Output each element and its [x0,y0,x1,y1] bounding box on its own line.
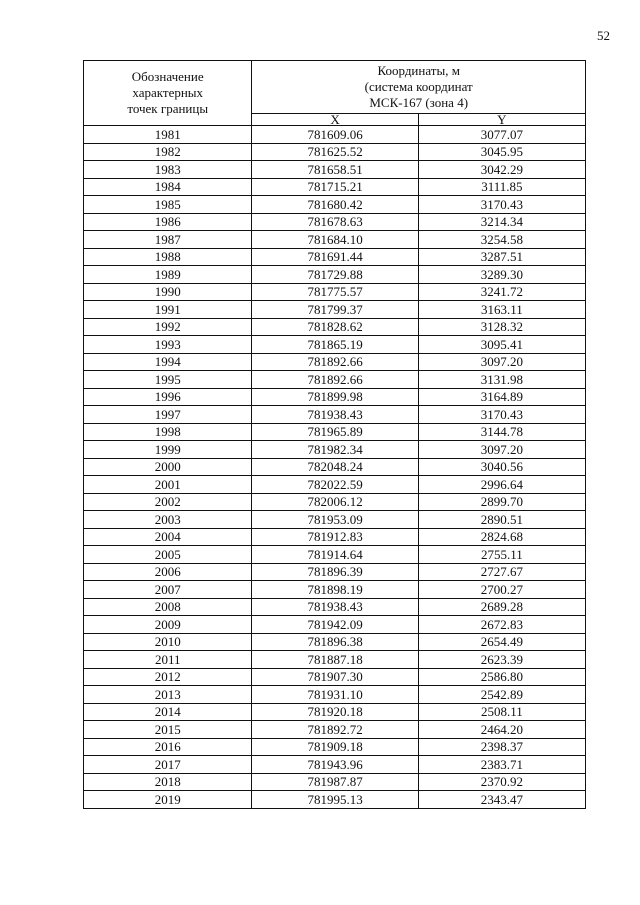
table-row [84,143,586,161]
y-coordinate-cell: 2654.49 [418,633,585,651]
x-coordinate-cell: 781715.21 [252,178,418,196]
table-body [84,126,586,809]
table-row [84,738,586,756]
point-number-cell: 1992 [84,318,252,336]
x-coordinate-cell: 781799.37 [252,301,418,319]
y-coordinate-cell: 3045.95 [418,143,585,161]
x-coordinate-cell: 781938.43 [252,406,418,424]
x-coordinate-cell: 781909.18 [252,738,418,756]
point-number-cell: 2001 [84,476,252,494]
table-row [84,231,586,249]
header-point-designation [84,61,252,126]
table-row [84,703,586,721]
header-group-line: МСК-167 (зона 4) [369,95,469,110]
table-row [84,546,586,564]
y-coordinate-cell: 2996.64 [418,476,585,494]
y-coordinate-cell: 2672.83 [418,616,585,634]
y-coordinate-cell: 3214.34 [418,213,585,231]
point-number-cell: 2015 [84,721,252,739]
x-coordinate-cell: 782022.59 [252,476,418,494]
y-coordinate-cell: 3040.56 [418,458,585,476]
x-coordinate-cell: 781729.88 [252,266,418,284]
table-row [84,686,586,704]
header-y: Y [418,114,585,126]
x-coordinate-cell: 781684.10 [252,231,418,249]
x-coordinate-cell: 781953.09 [252,511,418,529]
y-coordinate-cell: 2899.70 [418,493,585,511]
x-coordinate-cell: 781658.51 [252,161,418,179]
point-number-cell: 1998 [84,423,252,441]
table-row [84,458,586,476]
x-coordinate-cell: 781965.89 [252,423,418,441]
y-coordinate-cell: 2508.11 [418,703,585,721]
table-row [84,248,586,266]
table-row [84,301,586,319]
x-coordinate-cell: 782048.24 [252,458,418,476]
x-coordinate-cell: 781931.10 [252,686,418,704]
x-coordinate-cell: 782006.12 [252,493,418,511]
point-number-cell: 2011 [84,651,252,669]
point-number-cell: 2004 [84,528,252,546]
y-coordinate-cell: 3042.29 [418,161,585,179]
table-row [84,476,586,494]
table-row [84,511,586,529]
x-coordinate-cell: 781828.62 [252,318,418,336]
x-coordinate-cell: 781938.43 [252,598,418,616]
table-row [84,178,586,196]
table-row [84,756,586,774]
x-coordinate-cell: 781896.38 [252,633,418,651]
y-coordinate-cell: 3128.32 [418,318,585,336]
header-group-line: (система координат [364,79,473,94]
header-label-line: точек границы [127,101,209,116]
point-number-cell: 1994 [84,353,252,371]
table-row [84,423,586,441]
table-row [84,791,586,809]
y-coordinate-cell: 2689.28 [418,598,585,616]
table-row [84,213,586,231]
y-coordinate-cell: 3163.11 [418,301,585,319]
x-coordinate-cell: 781892.66 [252,353,418,371]
y-coordinate-cell: 2464.20 [418,721,585,739]
x-coordinate-cell: 781691.44 [252,248,418,266]
x-coordinate-cell: 781678.63 [252,213,418,231]
point-number-cell: 2019 [84,791,252,809]
x-coordinate-cell: 781914.64 [252,546,418,564]
point-number-cell: 1986 [84,213,252,231]
y-coordinate-cell: 2824.68 [418,528,585,546]
header-label-line: характерных [132,85,204,100]
table-row [84,528,586,546]
point-number-cell: 2000 [84,458,252,476]
point-number-cell: 2013 [84,686,252,704]
point-number-cell: 1989 [84,266,252,284]
point-number-cell: 2003 [84,511,252,529]
table-row [84,633,586,651]
y-coordinate-cell: 3170.43 [418,406,585,424]
point-number-cell: 1985 [84,196,252,214]
header-label-line: Обозначение [131,69,204,84]
x-coordinate-cell: 781898.19 [252,581,418,599]
x-coordinate-cell: 781609.06 [252,126,418,144]
table-row [84,336,586,354]
table-row [84,371,586,389]
x-coordinate-cell: 781887.18 [252,651,418,669]
point-number-cell: 2010 [84,633,252,651]
x-coordinate-cell: 781899.98 [252,388,418,406]
y-coordinate-cell: 3111.85 [418,178,585,196]
x-coordinate-cell: 781865.19 [252,336,418,354]
table-row [84,668,586,686]
x-coordinate-cell: 781987.87 [252,773,418,791]
point-number-cell: 1984 [84,178,252,196]
table-row [84,581,586,599]
y-coordinate-cell: 2623.39 [418,651,585,669]
point-number-cell: 2018 [84,773,252,791]
point-number-cell: 2008 [84,598,252,616]
x-coordinate-cell: 781892.72 [252,721,418,739]
point-number-cell: 1995 [84,371,252,389]
point-number-cell: 1983 [84,161,252,179]
y-coordinate-cell: 3077.07 [418,126,585,144]
table-row [84,441,586,459]
point-number-cell: 2012 [84,668,252,686]
table-row [84,616,586,634]
point-number-cell: 1999 [84,441,252,459]
table-row [84,283,586,301]
y-coordinate-cell: 2542.89 [418,686,585,704]
point-number-cell: 1996 [84,388,252,406]
table-row [84,318,586,336]
point-number-cell: 1981 [84,126,252,144]
x-coordinate-cell: 781680.42 [252,196,418,214]
table-row [84,773,586,791]
point-number-cell: 1982 [84,143,252,161]
table-row [84,493,586,511]
y-coordinate-cell: 2586.80 [418,668,585,686]
y-coordinate-cell: 2755.11 [418,546,585,564]
table-row [84,406,586,424]
y-coordinate-cell: 3289.30 [418,266,585,284]
y-coordinate-cell: 3241.72 [418,283,585,301]
header-x: X [252,114,418,126]
y-coordinate-cell: 2727.67 [418,563,585,581]
point-number-cell: 1991 [84,301,252,319]
header-group-line: Координаты, м [377,63,460,78]
y-coordinate-cell: 2398.37 [418,738,585,756]
x-coordinate-cell: 781625.52 [252,143,418,161]
y-coordinate-cell: 3095.41 [418,336,585,354]
y-coordinate-cell: 3164.89 [418,388,585,406]
y-coordinate-cell: 3170.43 [418,196,585,214]
y-coordinate-cell: 2890.51 [418,511,585,529]
page-number: 52 [597,28,610,43]
x-coordinate-cell: 781942.09 [252,616,418,634]
point-number-cell: 2005 [84,546,252,564]
table-row [84,651,586,669]
y-coordinate-cell: 3097.20 [418,353,585,371]
header-coordinates [252,61,586,114]
point-number-cell: 1988 [84,248,252,266]
x-coordinate-cell: 781892.66 [252,371,418,389]
y-coordinate-cell: 3097.20 [418,441,585,459]
table-row [84,161,586,179]
table-row [84,196,586,214]
point-number-cell: 2007 [84,581,252,599]
table-row [84,721,586,739]
x-coordinate-cell: 781920.18 [252,703,418,721]
point-number-cell: 1990 [84,283,252,301]
point-number-cell: 1993 [84,336,252,354]
x-coordinate-cell: 781907.30 [252,668,418,686]
x-coordinate-cell: 781912.83 [252,528,418,546]
table-row [84,388,586,406]
y-coordinate-cell: 3131.98 [418,371,585,389]
point-number-cell: 2014 [84,703,252,721]
x-coordinate-cell: 781982.34 [252,441,418,459]
table-row [84,126,586,144]
y-coordinate-cell: 2383.71 [418,756,585,774]
x-coordinate-cell: 781896.39 [252,563,418,581]
point-number-cell: 2009 [84,616,252,634]
x-coordinate-cell: 781995.13 [252,791,418,809]
point-number-cell: 2017 [84,756,252,774]
y-coordinate-cell: 3144.78 [418,423,585,441]
y-coordinate-cell: 2370.92 [418,773,585,791]
y-coordinate-cell: 3287.51 [418,248,585,266]
point-number-cell: 1997 [84,406,252,424]
table-row [84,598,586,616]
point-number-cell: 2016 [84,738,252,756]
x-coordinate-cell: 781775.57 [252,283,418,301]
y-coordinate-cell: 2343.47 [418,791,585,809]
y-coordinate-cell: 3254.58 [418,231,585,249]
point-number-cell: 2006 [84,563,252,581]
table-row [84,563,586,581]
coordinates-table [83,60,586,809]
table-row [84,266,586,284]
point-number-cell: 2002 [84,493,252,511]
point-number-cell: 1987 [84,231,252,249]
x-coordinate-cell: 781943.96 [252,756,418,774]
y-coordinate-cell: 2700.27 [418,581,585,599]
table-row [84,353,586,371]
